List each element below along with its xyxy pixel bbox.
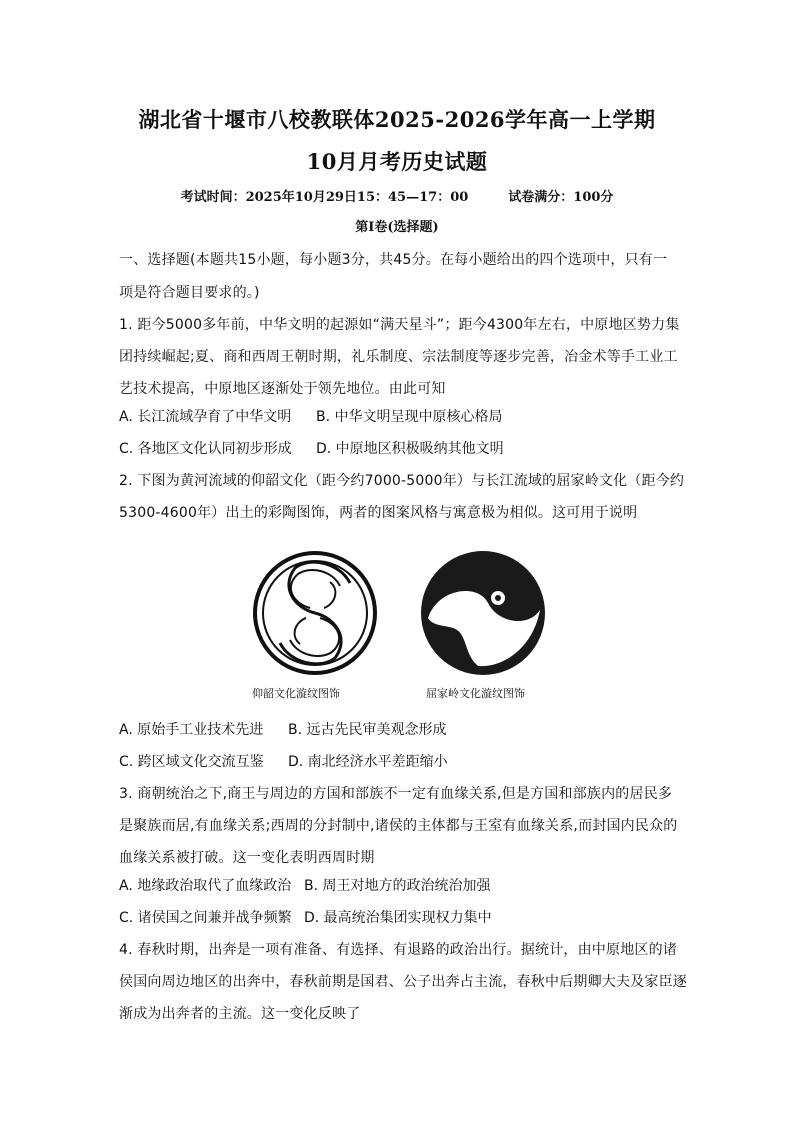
exam-title-line1: 湖北省十堰市八校教联体2025-2026学年高一上学期	[138, 107, 656, 132]
q1-option-b: B. 中华文明呈现中原核心格局	[316, 409, 503, 425]
exam-time: 考试时间：2025年10月29日15：45—17：00	[180, 190, 469, 205]
question-4-text: 4. 春秋时期，出奔是一项有准备、有选择、有退路的政治出行。据统计，由中原地区的诸	[119, 942, 678, 958]
question-3-text: 血缘关系被打破。这一变化表明西周时期	[119, 850, 375, 866]
qujialing-swirl-figure	[408, 548, 558, 678]
q2-option-c: C. 跨区域文化交流互鉴	[119, 754, 264, 770]
q3-option-a: A. 地缘政治取代了血缘政治	[119, 878, 292, 894]
full-score: 试卷满分：100分	[508, 190, 614, 205]
q2-option-d: D. 南北经济水平差距缩小	[288, 754, 448, 770]
q3-option-d: D. 最高统治集团实现权力集中	[304, 910, 492, 926]
question-4-text: 侯国向周边地区的出奔中，春秋前期是国君、公子出奔占主流，春秋中后期卿大夫及家臣逐	[119, 974, 687, 990]
q1-option-a: A. 长江流域孕育了中华文明	[119, 409, 292, 425]
question-3-text: 3. 商朝统治之下,商王与周边的方国和部族不一定有血缘关系,但是方国和部族内的居民多	[119, 786, 673, 802]
question-1-text: 1. 距今5000多年前，中华文明的起源如“满天星斗”；距今4300年左右，中原地区势力集	[119, 317, 680, 333]
qujialing-caption: 屈家岭文化漩纹图饰	[426, 687, 525, 700]
question-2-text: 5300-4600年）出土的彩陶图饰，两者的图案风格与寓意极为相似。这可用于说明	[119, 505, 638, 521]
q1-option-d: D. 中原地区积极吸纳其他文明	[316, 441, 504, 457]
q3-option-b: B. 周王对地方的政治统治加强	[304, 878, 491, 894]
question-4-text: 渐成为出奔者的主流。这一变化反映了	[119, 1006, 361, 1022]
q2-option-a: A. 原始手工业技术先进	[119, 722, 264, 738]
question-3-text: 是聚族而居,有血缘关系;西周的分封制中,诸侯的主体都与王室有血缘关系,而封国内民众的	[119, 818, 678, 834]
question-2-text: 2. 下图为黄河流域的仰韶文化（距今约7000-5000年）与长江流域的屈家岭文化（距今约	[119, 473, 685, 489]
yangshao-swirl-figure	[240, 548, 390, 678]
instructions-line: 项是符合题目要求的。)	[119, 285, 260, 301]
q1-option-c: C. 各地区文化认同初步形成	[119, 441, 292, 457]
yangshao-caption: 仰韶文化漩纹图饰	[252, 687, 340, 700]
exam-meta	[0, 186, 794, 205]
question-1-text: 团持续崛起;夏、商和西周王朝时期，礼乐制度、宗法制度等逐步完善，冶金术等手工业工	[119, 349, 678, 365]
question-1-text: 艺技术提高，中原地区逐渐处于领先地位。由此可知	[119, 381, 446, 397]
exam-title-line2: 10月月考历史试题	[306, 149, 488, 174]
part-label: 第Ⅰ卷(选择题)	[355, 220, 439, 235]
instructions-line: 一、选择题(本题共15小题，每小题3分，共45分。在每小题给出的四个选项中，只有一	[119, 252, 668, 268]
q2-option-b: B. 远古先民审美观念形成	[288, 722, 447, 738]
q3-option-c: C. 诸侯国之间兼并战争频繁	[119, 910, 292, 926]
